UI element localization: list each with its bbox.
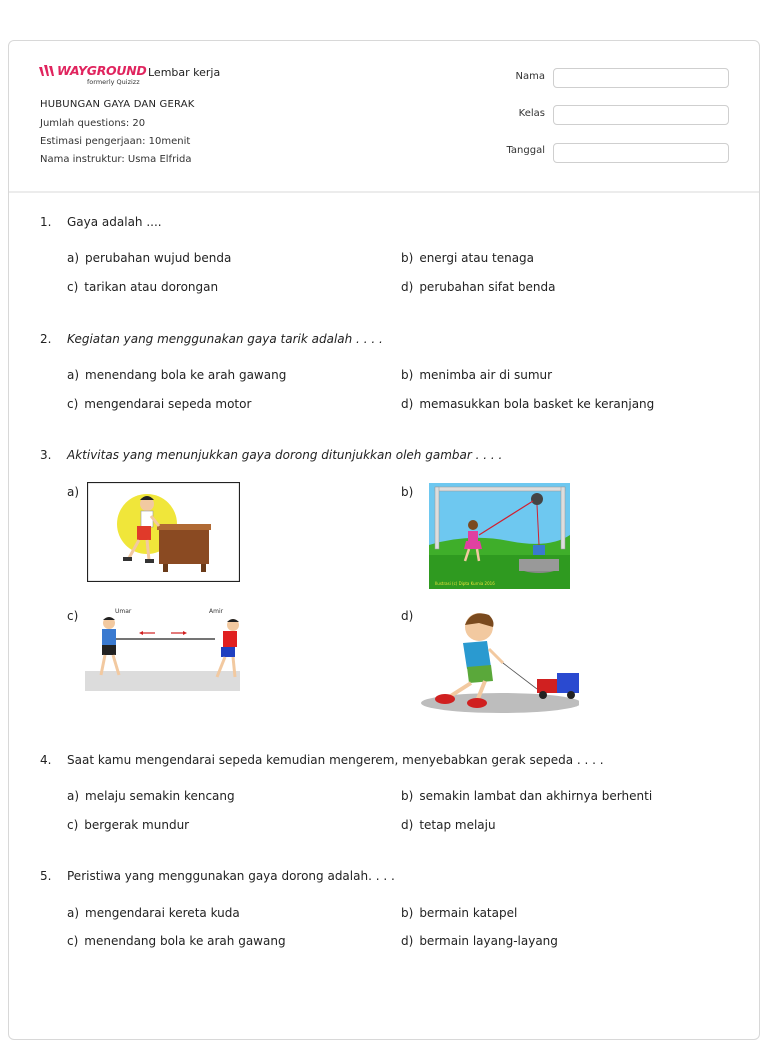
option-c[interactable] — [67, 934, 286, 948]
option-key: c) — [67, 280, 79, 294]
worksheet-header — [9, 41, 759, 193]
option-text: mengendarai sepeda motor — [84, 397, 252, 411]
question-text: Aktivitas yang menunjukkan gaya dorong ditunjukkan oleh gambar . . . . — [67, 448, 503, 462]
option-b[interactable] — [401, 906, 517, 920]
option-key: d) — [401, 934, 414, 948]
instructor-name: Nama instruktur: Usma Elfrida — [40, 154, 192, 165]
questions-count: Jumlah questions: 20 — [40, 118, 146, 129]
option-text: mengendarai kereta kuda — [85, 906, 240, 920]
option-c[interactable] — [67, 397, 251, 411]
option-text: memasukkan bola basket ke keranjang — [419, 397, 655, 411]
option-key: c) — [67, 934, 79, 948]
option-key: c) — [67, 397, 79, 411]
option-text: energi atau tenaga — [419, 251, 535, 265]
name-field[interactable] — [553, 68, 729, 88]
worksheet-label: Lembar kerja — [148, 66, 221, 79]
option-text: tarikan atau dorongan — [84, 280, 219, 294]
tug-of-war-image[interactable] — [85, 605, 240, 691]
image-credit: Ilustrasi (c) Dipta Kurnia 2016 — [435, 581, 495, 586]
option-key: a) — [67, 789, 80, 803]
option-key: d) — [401, 397, 414, 411]
worksheet-sheet — [8, 40, 760, 1040]
question-number: 1. — [40, 215, 52, 229]
option-text: menendang bola ke arah gawang — [84, 934, 286, 948]
question-number: 2. — [40, 332, 52, 346]
option-b[interactable] — [401, 789, 652, 803]
option-b[interactable] — [401, 251, 534, 265]
date-label: Tanggal — [506, 145, 545, 156]
class-label: Kelas — [518, 108, 545, 119]
option-text: tetap melaju — [419, 818, 496, 832]
option-d[interactable] — [401, 818, 496, 832]
boy-pushing-table-image[interactable] — [87, 482, 240, 582]
option-b[interactable] — [401, 368, 552, 382]
question-text: Peristiwa yang menggunakan gaya dorong adalah. . . . — [67, 869, 395, 883]
question-text: Kegiatan yang menggunakan gaya tarik adalah . . . . — [67, 332, 383, 346]
option-a[interactable] — [67, 251, 231, 265]
option-c[interactable] — [67, 280, 218, 294]
option-d[interactable] — [401, 397, 654, 411]
option-text: bergerak mundur — [84, 818, 190, 832]
option-text: perubahan wujud benda — [85, 251, 232, 265]
brand-name: WAYGROUND — [57, 63, 147, 78]
question-text: Gaya adalah .... — [67, 215, 162, 229]
option-key: a) — [67, 906, 80, 920]
option-key: c) — [67, 818, 79, 832]
time-estimate: Estimasi pengerjaan: 10menit — [40, 136, 191, 147]
question-text: Saat kamu mengendarai sepeda kemudian mengerem, menyebabkan gerak sepeda . . . . — [67, 753, 604, 767]
option-text: perubahan sifat benda — [419, 280, 556, 294]
name-label: Nama — [515, 71, 545, 82]
question-number: 3. — [40, 448, 52, 462]
option-a-key[interactable]: a) — [67, 485, 80, 499]
option-text: menendang bola ke arah gawang — [85, 368, 287, 382]
question-number: 4. — [40, 753, 52, 767]
option-a[interactable] — [67, 789, 235, 803]
class-field[interactable] — [553, 105, 729, 125]
option-key: a) — [67, 251, 80, 265]
option-text: bermain katapel — [419, 906, 518, 920]
option-key: d) — [401, 818, 414, 832]
option-key: a) — [67, 368, 80, 382]
option-b-key[interactable]: b) — [401, 485, 414, 499]
worksheet-title: HUBUNGAN GAYA DAN GERAK — [40, 99, 195, 110]
question-number: 5. — [40, 869, 52, 883]
option-key: b) — [401, 906, 414, 920]
option-a[interactable] — [67, 368, 286, 382]
option-key: d) — [401, 280, 414, 294]
option-c-key[interactable]: c) — [67, 609, 79, 623]
option-key: b) — [401, 368, 414, 382]
option-text: semakin lambat dan akhirnya berhenti — [419, 789, 653, 803]
option-a[interactable] — [67, 906, 240, 920]
option-text: menimba air di sumur — [419, 368, 553, 382]
option-d[interactable] — [401, 934, 558, 948]
girl-pulling-well-rope-image[interactable] — [429, 483, 570, 589]
option-text: melaju semakin kencang — [85, 789, 235, 803]
option-key: b) — [401, 789, 414, 803]
date-field[interactable] — [553, 143, 729, 163]
brand-logo — [39, 63, 149, 89]
option-c[interactable] — [67, 818, 189, 832]
label-umar: Umar — [115, 608, 132, 615]
option-d[interactable] — [401, 280, 555, 294]
option-key: b) — [401, 251, 414, 265]
label-amir: Amir — [209, 608, 224, 615]
boy-pulling-toy-truck-image[interactable] — [419, 605, 579, 715]
option-text: bermain layang-layang — [419, 934, 558, 948]
option-d-key[interactable]: d) — [401, 609, 414, 623]
brand-subtitle: formerly Quizizz — [87, 78, 140, 86]
wayground-logo-icon — [39, 65, 57, 77]
